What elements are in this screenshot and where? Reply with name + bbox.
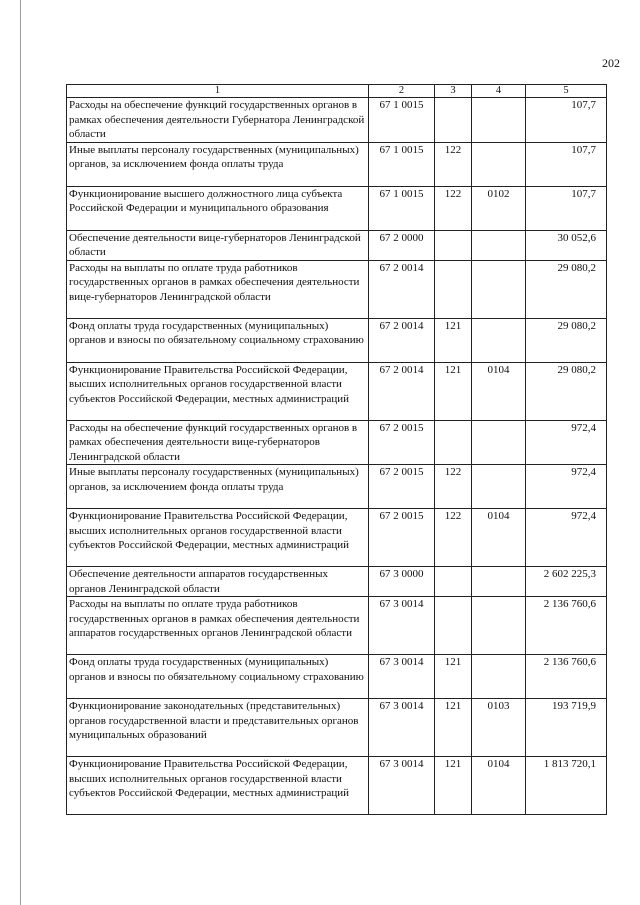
code-cell: 67 1 0015 [369,98,435,143]
amount-cell: 2 136 760,6 [526,597,607,655]
amount-cell: 107,7 [526,142,607,186]
description-cell: Иные выплаты персоналу государственных (муниципальных) органов, за исключением фонда оплаты труда [67,465,369,509]
expense-type-cell: 122 [435,142,472,186]
amount-cell: 2 602 225,3 [526,567,607,597]
description-cell: Обеспечение деятельности вице-губернаторов Ленинградской области [67,230,369,260]
table-row [67,362,607,420]
description-cell: Функционирование Правительства Российской Федерации, высших исполнительных органов государственной власти субъектов Российской Федерации, местных администраций [67,362,369,420]
expense-type-cell: 122 [435,509,472,567]
section-cell [472,142,526,186]
expense-type-cell: 122 [435,186,472,230]
amount-cell: 972,4 [526,509,607,567]
description-cell: Расходы на выплаты по оплате труда работников государственных органов в рамках обеспечения деятельности аппаратов государственных органов Ленинградской области [67,597,369,655]
budget-table-container [66,84,607,815]
section-cell [472,260,526,318]
description-cell: Функционирование законодательных (представительных) органов государственной власти и представительных органов муниципальных образований [67,699,369,757]
code-cell: 67 1 0015 [369,142,435,186]
expense-type-cell: 121 [435,699,472,757]
section-cell [472,597,526,655]
amount-cell: 2 136 760,6 [526,655,607,699]
description-cell: Иные выплаты персоналу государственных (муниципальных) органов, за исключением фонда оплаты труда [67,142,369,186]
amount-cell: 107,7 [526,186,607,230]
description-cell: Функционирование Правительства Российской Федерации, высших исполнительных органов государственной власти субъектов Российской Федерации, местных администраций [67,509,369,567]
code-cell: 67 3 0014 [369,655,435,699]
expense-type-cell [435,597,472,655]
description-cell: Фонд оплаты труда государственных (муниципальных) органов и взносы по обязательному социальному страхованию [67,318,369,362]
page-number: 202 [602,56,620,70]
amount-cell: 107,7 [526,98,607,143]
expense-type-cell: 121 [435,757,472,815]
description-cell: Функционирование высшего должностного лица субъекта Российской Федерации и муниципального образования [67,186,369,230]
description-cell: Расходы на выплаты по оплате труда работников государственных органов в рамках обеспечения деятельности вице-губернаторов Ленинградской области [67,260,369,318]
section-cell [472,567,526,597]
section-cell [472,465,526,509]
code-cell: 67 3 0014 [369,699,435,757]
expense-type-cell [435,230,472,260]
expense-type-cell [435,567,472,597]
header-cell-5: 5 [526,85,607,98]
code-cell: 67 3 0014 [369,597,435,655]
description-cell: Обеспечение деятельности аппаратов государственных органов Ленинградской области [67,567,369,597]
header-cell-4: 4 [472,85,526,98]
amount-cell: 972,4 [526,465,607,509]
section-cell [472,655,526,699]
expense-type-cell: 121 [435,318,472,362]
table-row [67,597,607,655]
code-cell: 67 2 0014 [369,362,435,420]
code-cell: 67 1 0015 [369,186,435,230]
description-cell: Фонд оплаты труда государственных (муниципальных) органов и взносы по обязательному социальному страхованию [67,655,369,699]
expense-type-cell: 121 [435,655,472,699]
code-cell: 67 3 0000 [369,567,435,597]
section-cell: 0104 [472,362,526,420]
table-row [67,509,607,567]
expense-type-cell: 122 [435,465,472,509]
table-row [67,318,607,362]
amount-cell: 30 052,6 [526,230,607,260]
code-cell: 67 2 0015 [369,420,435,465]
table-row [67,699,607,757]
table-row [67,655,607,699]
section-cell: 0102 [472,186,526,230]
section-cell [472,230,526,260]
section-cell: 0104 [472,757,526,815]
table-row [67,142,607,186]
table-row [67,230,607,260]
expense-type-cell [435,420,472,465]
description-cell: Расходы на обеспечение функций государственных органов в рамках обеспечения деятельности вице-губернаторов Ленинградской области [67,420,369,465]
amount-cell: 29 080,2 [526,260,607,318]
expense-type-cell: 121 [435,362,472,420]
scan-margin-line [20,0,21,905]
table-row [67,420,607,465]
header-cell-3: 3 [435,85,472,98]
amount-cell: 29 080,2 [526,318,607,362]
amount-cell: 972,4 [526,420,607,465]
table-row [67,465,607,509]
code-cell: 67 2 0014 [369,318,435,362]
table-row [67,186,607,230]
code-cell: 67 3 0014 [369,757,435,815]
description-cell: Расходы на обеспечение функций государственных органов в рамках обеспечения деятельности Губернатора Ленинградской области [67,98,369,143]
table-row [67,757,607,815]
code-cell: 67 2 0014 [369,260,435,318]
code-cell: 67 2 0015 [369,465,435,509]
section-cell [472,98,526,143]
table-row [67,98,607,143]
section-cell [472,420,526,465]
section-cell: 0103 [472,699,526,757]
amount-cell: 1 813 720,1 [526,757,607,815]
description-cell: Функционирование Правительства Российской Федерации, высших исполнительных органов государственной власти субъектов Российской Федерации, местных администраций [67,757,369,815]
amount-cell: 29 080,2 [526,362,607,420]
header-cell-1: 1 [67,85,369,98]
header-row [67,85,607,98]
code-cell: 67 2 0000 [369,230,435,260]
code-cell: 67 2 0015 [369,509,435,567]
amount-cell: 193 719,9 [526,699,607,757]
table-row [67,260,607,318]
header-cell-2: 2 [369,85,435,98]
section-cell [472,318,526,362]
budget-table [66,84,607,815]
expense-type-cell [435,260,472,318]
section-cell: 0104 [472,509,526,567]
expense-type-cell [435,98,472,143]
table-row [67,567,607,597]
